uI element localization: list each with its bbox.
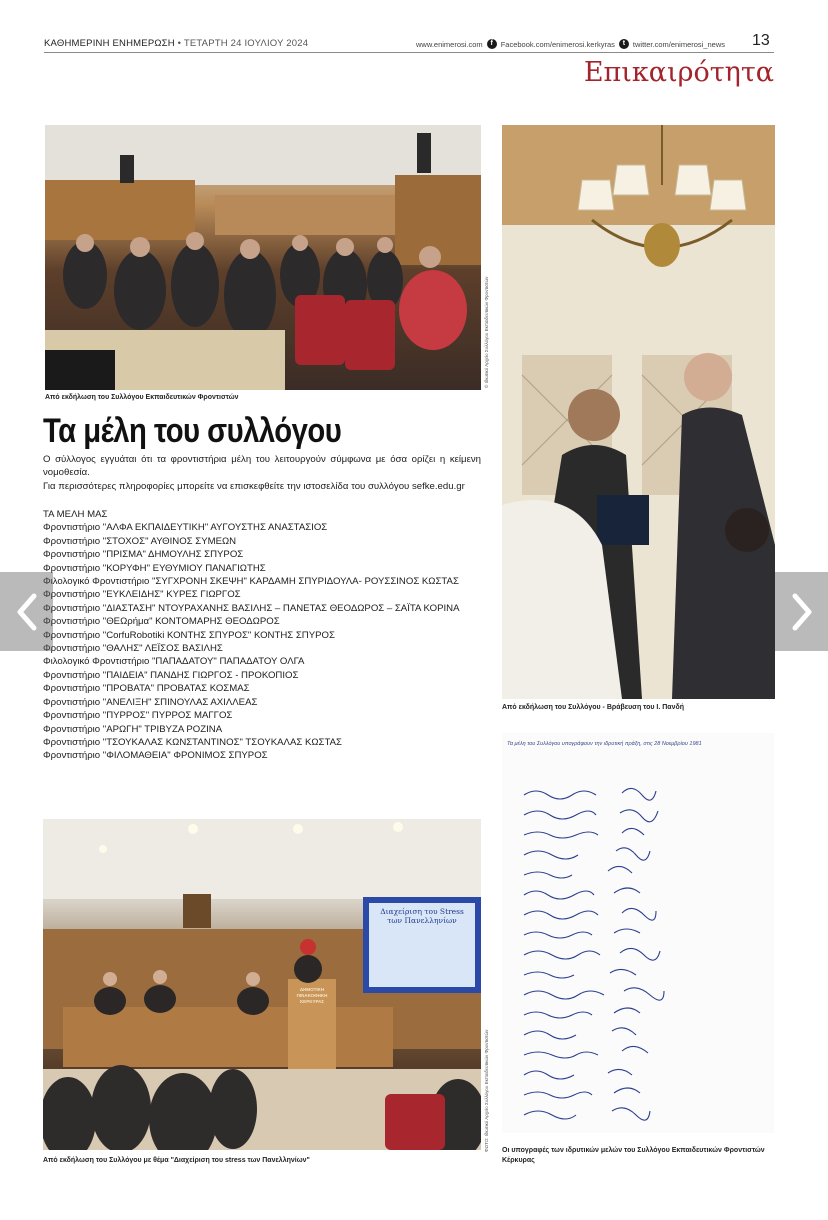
article-lead bbox=[43, 453, 481, 493]
website-link[interactable]: www.enimerosi.com bbox=[416, 39, 483, 49]
list-item: Φροντιστήριο "ΤΣΟΥΚΑΛΑΣ ΚΩΝΣΤΑΝΤΙΝΟΣ" ΤΣΟΥΚΑΛΑΣ ΚΩΣΤΑΣ bbox=[43, 736, 342, 748]
twitter-icon: t bbox=[619, 39, 629, 49]
signatures-document bbox=[502, 733, 774, 1133]
list-item: Φροντιστήριο "ΚΟΡΥΦΗ" ΕΥΘΥΜΙΟΥ ΠΑΝΑΓΙΩΤΗΣ bbox=[43, 562, 266, 574]
list-item: Φροντιστήριο "ΦΙΛΟΜΑΘΕΙΑ" ΦΡΟΝΙΜΟΣ ΣΠΥΡΟΣ bbox=[43, 750, 268, 762]
paper-name: ΚΑΘΗΜΕΡΙΝΗ ΕΝΗΜΕΡΩΣΗ bbox=[44, 38, 175, 49]
signatures-illustration bbox=[502, 733, 774, 1133]
social-links bbox=[416, 39, 725, 49]
award-photo bbox=[502, 125, 775, 699]
masthead bbox=[44, 38, 308, 49]
award-illustration bbox=[502, 125, 775, 699]
photo-caption: Από εκδήλωση του Συλλόγου Εκπαιδευτικών Φροντιστών bbox=[45, 394, 239, 401]
seminar-photo bbox=[43, 819, 481, 1150]
list-item: Φροντιστήριο "ΘΑΛΗΣ" ΛΕΪΣΟΣ ΒΑΣΙΛΗΣ bbox=[43, 643, 223, 655]
audience-photo bbox=[45, 125, 481, 390]
seminar-illustration bbox=[43, 819, 481, 1150]
podium-text: ΔΗΜΟΤΙΚΗ ΠΙΝΑΚΟΘΗΚΗ ΚΕΡΚΥΡΑΣ bbox=[296, 987, 328, 1004]
article-headline: Τα μέλη του συλλόγου bbox=[43, 412, 342, 450]
list-item: Φροντιστήριο "ΑΝΕΛΙΞΗ" ΣΠΙΝΟΥΛΑΣ ΑΧΙΛΛΕΑΣ bbox=[43, 696, 258, 708]
members-list bbox=[43, 508, 488, 763]
photo-caption: Από εκδήλωση του Συλλόγου - Βράβευση του Ι. Πανδή bbox=[502, 704, 685, 711]
lead-paragraph: Για περισσότερες πληροφορίες μπορείτε να επισκεφθείτε την ιστοσελίδα του συλλόγου sefke.edu.gr bbox=[43, 480, 465, 492]
facebook-link[interactable]: Facebook.com/enimerosi.kerkyras bbox=[500, 39, 615, 49]
twitter-link[interactable]: twitter.com/enimerosi_news bbox=[632, 39, 726, 49]
prev-page-button[interactable] bbox=[0, 572, 53, 651]
chevron-left-icon bbox=[14, 592, 40, 632]
list-item: Φροντιστήριο "ΠΥΡΡΟΣ" ΠΥΡΡΟΣ ΜΑΓΓΟΣ bbox=[43, 710, 233, 722]
page-number: 13 bbox=[752, 32, 770, 49]
list-item: Φιλολογικό Φροντιστήριο "ΠΑΠΑΔΑΤΟΥ" ΠΑΠΑΔΑΤΟΥ ΟΛΓΑ bbox=[43, 656, 305, 668]
list-item: Φροντιστήριο "ΠΡΙΣΜΑ" ΔΗΜΟΥΛΗΣ ΣΠΥΡΟΣ bbox=[43, 549, 244, 561]
issue-date: • ΤΕΤΑΡΤΗ 24 ΙΟΥΛΙΟΥ 2024 bbox=[177, 38, 309, 49]
list-item: Φροντιστήριο "ΔΙΑΣΤΑΣΗ" ΝΤΟΥΡΑΧΑΝΗΣ ΒΑΣΙΛΗΣ – ΠΑΝΕΤΑΣ ΘΕΟΔΩΡΟΣ – ΣΑΪΤΑ ΚΟΡΙΝΑ bbox=[43, 602, 460, 614]
photo-credit: © Ιδιωτικό Αρχείο Συλλόγου Εκπαιδευτικών Φροντιστών bbox=[484, 276, 489, 388]
list-item: Φροντιστήριο "ΑΛΦΑ ΕΚΠΑΙΔΕΥΤΙΚΗ" ΑΥΓΟΥΣΤΗΣ ΑΝΑΣΤΑΣΙΟΣ bbox=[43, 522, 328, 534]
audience-illustration bbox=[45, 125, 481, 390]
members-title: ΤΑ ΜΕΛΗ ΜΑΣ bbox=[43, 509, 108, 520]
list-item: Φροντιστήριο "ΠΡΟΒΑΤΑ" ΠΡΟΒΑΤΑΣ ΚΟΣΜΑΣ bbox=[43, 683, 250, 695]
facebook-icon: f bbox=[487, 39, 497, 49]
signatures-heading: Τα μέλη του Συλλόγου υπογράφουν την ιδρυτική πράξη, στις 28 Νοεμβρίου 1981 bbox=[507, 741, 702, 747]
photo-credit: ΦΩΤΟ: Ιδιωτικό Αρχείο Συλλόγου Εκπαιδευτικών Φροντιστών bbox=[484, 1029, 489, 1152]
screen-text: Διαχείριση του Stress των Πανελληνίων bbox=[380, 907, 464, 925]
section-title: Επικαιρότητα bbox=[583, 57, 774, 88]
chevron-right-icon bbox=[789, 592, 815, 632]
list-item: Φροντιστήριο "ΠΑΙΔΕΙΑ" ΠΑΝΔΗΣ ΓΙΩΡΓΟΣ - ΠΡΟΚΟΠΙΟΣ bbox=[43, 669, 299, 681]
photo-caption: Οι υπογραφές των ιδρυτικών μελών του Συλλόγου Εκπαιδευτικών Φροντιστών Κέρκυρας bbox=[502, 1147, 765, 1164]
list-item: Φροντιστήριο "ΘΕΩρήμα" ΚΟΝΤΟΜΑΡΗΣ ΘΕΟΔΩΡΟΣ bbox=[43, 616, 280, 628]
list-item: Φροντιστήριο "ΣΤΟΧΟΣ" ΑΥΘΙΝΟΣ ΣΥΜΕΩΝ bbox=[43, 535, 237, 547]
header-divider bbox=[44, 52, 774, 53]
next-page-button[interactable] bbox=[775, 572, 828, 651]
list-item: Φιλολογικό Φροντιστήριο "ΣΥΓΧΡΟΝΗ ΣΚΕΨΗ" ΚΑΡΔΑΜΗ ΣΠΥΡΙΔΟΥΛΑ- ΡΟΥΣΣΙΝΟΣ ΚΩΣΤΑΣ bbox=[43, 576, 459, 588]
list-item: Φροντιστήριο "ΑΡΩΓΗ" ΤΡΙΒΥΖΑ ΡΟΖΙΝΑ bbox=[43, 723, 223, 735]
list-item: Φροντιστήριο "ΕΥΚΛΕΙΔΗΣ" ΚΥΡΕΣ ΓΙΩΡΓΟΣ bbox=[43, 589, 241, 601]
photo-caption: Από εκδήλωση του Συλλόγου με θέμα "Διαχείριση του stress των Πανελληνίων" bbox=[43, 1157, 310, 1164]
lead-paragraph: Ο σύλλογος εγγυάται ότι τα φροντιστήρια μέλη του λειτουργούν σύμφωνα με όσα ορίζει η κείμενη νομοθεσία. bbox=[43, 454, 481, 479]
list-item: Φροντιστήριο "CorfuRobotiki ΚΟΝΤΗΣ ΣΠΥΡΟΣ" ΚΟΝΤΗΣ ΣΠΥΡΟΣ bbox=[43, 629, 335, 641]
